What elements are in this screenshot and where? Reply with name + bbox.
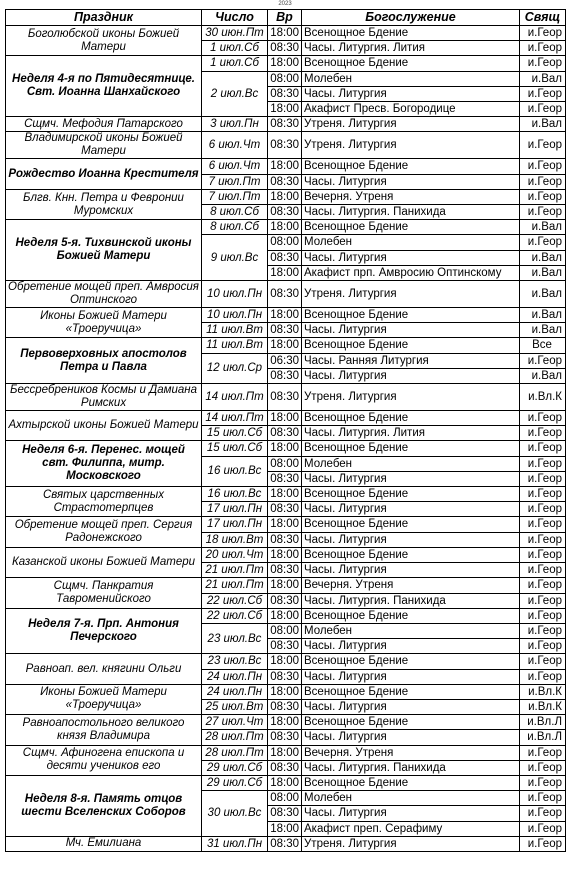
time-cell: 18:00 [268,411,302,426]
feast-cell: Сщмч. Афиногена епископа и десяти учеников его [6,745,202,775]
priest-cell: и.Геор [520,456,566,471]
priest-cell: и.Геор [520,205,566,220]
service-cell: Молебен [302,456,520,471]
feast-cell: Иконы Божией Матери «Троеручица» [6,684,202,714]
feast-cell: Равноапостольного великого князя Владимира [6,715,202,745]
service-cell: Вечерня. Утреня [302,189,520,204]
date-cell: 24 июл.Пн [202,669,268,684]
priest-cell: и.Геор [520,623,566,638]
time-cell: 08:30 [268,760,302,775]
priest-cell: и.Геор [520,426,566,441]
priest-cell: и.Вл.К [520,384,566,411]
feast-cell: Неделя 5-я. Тихвинской иконы Божией Матери [6,220,202,281]
time-cell: 08:30 [268,86,302,101]
table-row [6,745,566,760]
feast-cell: Рождество Иоанна Крестителя [6,159,202,189]
service-cell: Часы. Литургия [302,563,520,578]
time-cell: 18:00 [268,775,302,790]
service-cell: Всенощное Бдение [302,220,520,235]
date-cell: 29 июл.Сб [202,775,268,790]
service-cell: Всенощное Бдение [302,411,520,426]
service-cell: Часы. Литургия [302,174,520,189]
time-cell: 08:30 [268,426,302,441]
time-cell: 18:00 [268,821,302,836]
priest-cell: и.Геор [520,189,566,204]
service-cell: Часы. Литургия [302,368,520,383]
service-cell: Часы. Литургия. Панихида [302,760,520,775]
feast-cell: Неделя 6-я. Перенес. мощей свт. Филиппа, митр. Московского [6,441,202,487]
time-cell: 18:00 [268,684,302,699]
service-cell: Утреня. Литургия [302,836,520,851]
priest-cell: и.Геор [520,532,566,547]
priest-cell: и.Геор [520,639,566,654]
header-feast: Праздник [6,10,202,26]
service-cell: Всенощное Бдение [302,608,520,623]
date-cell: 29 июл.Сб [202,760,268,775]
service-cell: Всенощное Бдение [302,487,520,502]
date-cell: 6 июл.Чт [202,159,268,174]
table-row [6,132,566,159]
feast-cell: Сщмч. Мефодия Патарского [6,117,202,132]
time-cell: 18:00 [268,578,302,593]
date-cell: 17 июл.Пн [202,517,268,532]
header-priest: Свящ [520,10,566,26]
time-cell: 18:00 [268,102,302,117]
table-row [6,338,566,353]
time-cell: 06:30 [268,353,302,368]
priest-cell: и.Геор [520,235,566,250]
time-cell: 08:00 [268,235,302,250]
priest-cell: и.Вал [520,117,566,132]
time-cell: 08:30 [268,699,302,714]
service-cell: Всенощное Бдение [302,308,520,323]
date-cell: 6 июл.Чт [202,132,268,159]
date-cell: 10 июл.Пн [202,281,268,308]
time-cell: 18:00 [268,715,302,730]
priest-cell: и.Вал [520,368,566,383]
feast-cell: Святых царственных Страстотерпцев [6,487,202,517]
service-cell: Часы. Литургия [302,730,520,745]
time-cell: 08:00 [268,71,302,86]
priest-cell: и.Геор [520,132,566,159]
service-cell: Всенощное Бдение [302,441,520,456]
service-cell: Утреня. Литургия [302,281,520,308]
time-cell: 08:30 [268,281,302,308]
priest-cell: и.Вал [520,281,566,308]
date-cell: 22 июл.Сб [202,608,268,623]
time-cell: 18:00 [268,26,302,41]
table-row [6,117,566,132]
date-cell: 23 июл.Вс [202,654,268,669]
time-cell: 08:00 [268,456,302,471]
date-cell: 27 июл.Чт [202,715,268,730]
time-cell: 18:00 [268,220,302,235]
service-cell: Всенощное Бдение [302,338,520,353]
service-cell: Всенощное Бдение [302,56,520,71]
date-cell: 8 июл.Сб [202,220,268,235]
priest-cell: и.Вл.К [520,684,566,699]
service-cell: Всенощное Бдение [302,26,520,41]
feast-cell: Равноап. вел. княгини Ольги [6,654,202,684]
time-cell: 18:00 [268,189,302,204]
date-cell: 3 июл.Пн [202,117,268,132]
date-cell: 20 июл.Чт [202,547,268,562]
service-cell: Молебен [302,623,520,638]
service-cell: Часы. Ранняя Литургия [302,353,520,368]
service-cell: Акафист преп. Серафиму [302,821,520,836]
time-cell: 08:30 [268,563,302,578]
date-cell: 21 июл.Пт [202,578,268,593]
service-cell: Часы. Литургия [302,699,520,714]
feast-cell: Мч. Емилиана [6,836,202,851]
priest-cell: и.Геор [520,174,566,189]
feast-cell: Неделя 4-я по Пятидесятнице. Свт. Иоанна Шанхайского [6,56,202,117]
time-cell: 18:00 [268,487,302,502]
header-time: Вр [268,10,302,26]
priest-cell: и.Геор [520,517,566,532]
service-cell: Часы. Литургия [302,806,520,821]
date-cell: 21 июл.Пт [202,563,268,578]
time-cell: 18:00 [268,338,302,353]
table-row [6,684,566,699]
time-cell: 08:30 [268,471,302,486]
service-cell: Часы. Литургия [302,502,520,517]
table-row [6,56,566,71]
table-row [6,608,566,623]
priest-cell: и.Геор [520,56,566,71]
service-cell: Часы. Литургия [302,471,520,486]
feast-cell: Сщмч. Панкратия Тавроменийского [6,578,202,608]
time-cell: 08:30 [268,502,302,517]
priest-cell: и.Геор [520,471,566,486]
date-cell: 1 июл.Сб [202,56,268,71]
date-cell: 31 июл.Пн [202,836,268,851]
service-cell: Часы. Литургия [302,669,520,684]
service-cell: Утреня. Литургия [302,384,520,411]
service-cell: Часы. Литургия [302,639,520,654]
service-cell: Акафист Пресв. Богородице [302,102,520,117]
date-cell: 18 июл.Вт [202,532,268,547]
date-cell: 2 июл.Вс [202,71,268,117]
date-cell: 11 июл.Вт [202,338,268,353]
time-cell: 08:30 [268,250,302,265]
time-cell: 18:00 [268,159,302,174]
date-cell: 14 июл.Пт [202,384,268,411]
priest-cell: и.Геор [520,760,566,775]
priest-cell: и.Вал [520,323,566,338]
priest-cell: и.Вал [520,220,566,235]
time-cell: 08:30 [268,384,302,411]
service-cell: Часы. Литургия. Лития [302,426,520,441]
priest-cell: и.Вал [520,71,566,86]
time-cell: 08:30 [268,368,302,383]
feast-cell: Иконы Божией Матери «Троеручица» [6,308,202,338]
service-cell: Всенощное Бдение [302,715,520,730]
service-cell: Утреня. Литургия [302,132,520,159]
priest-cell: и.Геор [520,26,566,41]
header-date: Число [202,10,268,26]
priest-cell: и.Вал [520,308,566,323]
table-row [6,578,566,593]
date-cell: 24 июл.Пн [202,684,268,699]
priest-cell: и.Геор [520,353,566,368]
date-cell: 30 июл.Вс [202,791,268,837]
service-cell: Всенощное Бдение [302,684,520,699]
table-row [6,26,566,41]
date-cell: 14 июл.Пт [202,411,268,426]
table-row [6,775,566,790]
service-cell: Молебен [302,235,520,250]
date-cell: 10 июл.Пн [202,308,268,323]
schedule-body [6,26,566,852]
time-cell: 18:00 [268,441,302,456]
priest-cell: и.Геор [520,836,566,851]
time-cell: 08:30 [268,117,302,132]
table-row [6,517,566,532]
feast-cell: Обретение мощей преп. Амвросия Оптинского [6,281,202,308]
time-cell: 08:30 [268,323,302,338]
feast-cell: Неделя 8-я. Память отцов шести Вселенских Соборов [6,775,202,836]
priest-cell: и.Вл.Л [520,730,566,745]
time-cell: 08:30 [268,593,302,608]
time-cell: 08:30 [268,669,302,684]
date-cell: 28 июл.Пт [202,730,268,745]
service-cell: Часы. Литургия [302,86,520,101]
priest-cell: и.Геор [520,41,566,56]
time-cell: 08:30 [268,639,302,654]
date-cell: 16 июл.Вс [202,456,268,486]
table-row [6,308,566,323]
time-cell: 08:00 [268,623,302,638]
service-cell: Всенощное Бдение [302,517,520,532]
service-cell: Молебен [302,791,520,806]
service-cell: Акафист прп. Амвросию Оптинскому [302,265,520,280]
priest-cell: и.Вал [520,250,566,265]
time-cell: 08:30 [268,132,302,159]
date-cell: 8 июл.Сб [202,205,268,220]
date-cell: 23 июл.Вс [202,623,268,653]
priest-cell: и.Геор [520,487,566,502]
date-cell: 16 июл.Вс [202,487,268,502]
feast-cell: Ахтырской иконы Божией Матери [6,411,202,441]
priest-cell: и.Геор [520,159,566,174]
priest-cell: и.Геор [520,654,566,669]
service-cell: Вечерня. Утреня [302,578,520,593]
date-cell: 30 июн.Пт [202,26,268,41]
date-cell: 7 июл.Пт [202,189,268,204]
table-row [6,281,566,308]
priest-cell: и.Геор [520,775,566,790]
date-cell: 7 июл.Пт [202,174,268,189]
date-cell: 28 июл.Пт [202,745,268,760]
feast-cell: Обретение мощей преп. Сергия Радонежского [6,517,202,547]
time-cell: 18:00 [268,608,302,623]
year-label: 2023 [278,1,292,7]
service-cell: Вечерня. Утреня [302,745,520,760]
time-cell: 18:00 [268,547,302,562]
table-row [6,411,566,426]
time-cell: 18:00 [268,308,302,323]
service-cell: Часы. Литургия [302,532,520,547]
feast-cell: Блгв. Кнн. Петра и Февронии Муромских [6,189,202,219]
time-cell: 18:00 [268,265,302,280]
priest-cell: и.Геор [520,669,566,684]
feast-cell: Казанской иконы Божией Матери [6,547,202,577]
feast-cell: Боголюбской иконы Божией Матери [6,26,202,56]
time-cell: 08:30 [268,41,302,56]
table-row [6,654,566,669]
priest-cell: и.Геор [520,578,566,593]
service-cell: Часы. Литургия. Лития [302,41,520,56]
priest-cell: и.Геор [520,593,566,608]
priest-cell: и.Геор [520,547,566,562]
time-cell: 08:30 [268,532,302,547]
table-row [6,836,566,851]
table-row [6,715,566,730]
date-cell: 22 июл.Сб [202,593,268,608]
table-row [6,547,566,562]
table-row [6,159,566,174]
service-cell: Часы. Литургия [302,250,520,265]
time-cell: 08:30 [268,174,302,189]
service-cell: Всенощное Бдение [302,547,520,562]
header-service: Богослужение [302,10,520,26]
table-row [6,384,566,411]
service-cell: Всенощное Бдение [302,654,520,669]
service-cell: Часы. Литургия. Панихида [302,205,520,220]
time-cell: 08:30 [268,205,302,220]
date-cell: 9 июл.Вс [202,235,268,281]
header-row [6,10,566,26]
table-row [6,441,566,456]
priest-cell: и.Геор [520,502,566,517]
table-row [6,220,566,235]
time-cell: 08:30 [268,836,302,851]
priest-cell: и.Вл.К [520,699,566,714]
schedule-table [5,9,566,852]
service-cell: Часы. Литургия [302,323,520,338]
feast-cell: Неделя 7-я. Прп. Антония Печерского [6,608,202,654]
time-cell: 18:00 [268,517,302,532]
service-cell: Всенощное Бдение [302,775,520,790]
time-cell: 18:00 [268,654,302,669]
priest-cell: и.Геор [520,608,566,623]
time-cell: 08:30 [268,730,302,745]
feast-cell: Владимирской иконы Божией Матери [6,132,202,159]
date-cell: 25 июл.Вт [202,699,268,714]
time-cell: 08:00 [268,791,302,806]
service-cell: Всенощное Бдение [302,159,520,174]
priest-cell: и.Геор [520,745,566,760]
date-cell: 1 июл.Сб [202,41,268,56]
priest-cell: и.Геор [520,563,566,578]
priest-cell: и.Вл.Л [520,715,566,730]
date-cell: 11 июл.Вт [202,323,268,338]
priest-cell: и.Вал [520,265,566,280]
priest-cell: и.Геор [520,821,566,836]
time-cell: 08:30 [268,806,302,821]
table-row [6,189,566,204]
feast-cell: Первоверховных апостолов Петра и Павла [6,338,202,384]
date-cell: 15 июл.Сб [202,426,268,441]
priest-cell: Все [520,338,566,353]
priest-cell: и.Геор [520,86,566,101]
date-cell: 12 июл.Ср [202,353,268,383]
priest-cell: и.Геор [520,102,566,117]
table-row [6,487,566,502]
date-cell: 15 июл.Сб [202,441,268,456]
service-cell: Утреня. Литургия [302,117,520,132]
time-cell: 18:00 [268,745,302,760]
priest-cell: и.Геор [520,441,566,456]
date-cell: 17 июл.Пн [202,502,268,517]
service-cell: Часы. Литургия. Панихида [302,593,520,608]
service-cell: Молебен [302,71,520,86]
priest-cell: и.Геор [520,411,566,426]
feast-cell: Бессребреников Космы и Дамиана Римских [6,384,202,411]
time-cell: 18:00 [268,56,302,71]
priest-cell: и.Геор [520,806,566,821]
priest-cell: и.Геор [520,791,566,806]
